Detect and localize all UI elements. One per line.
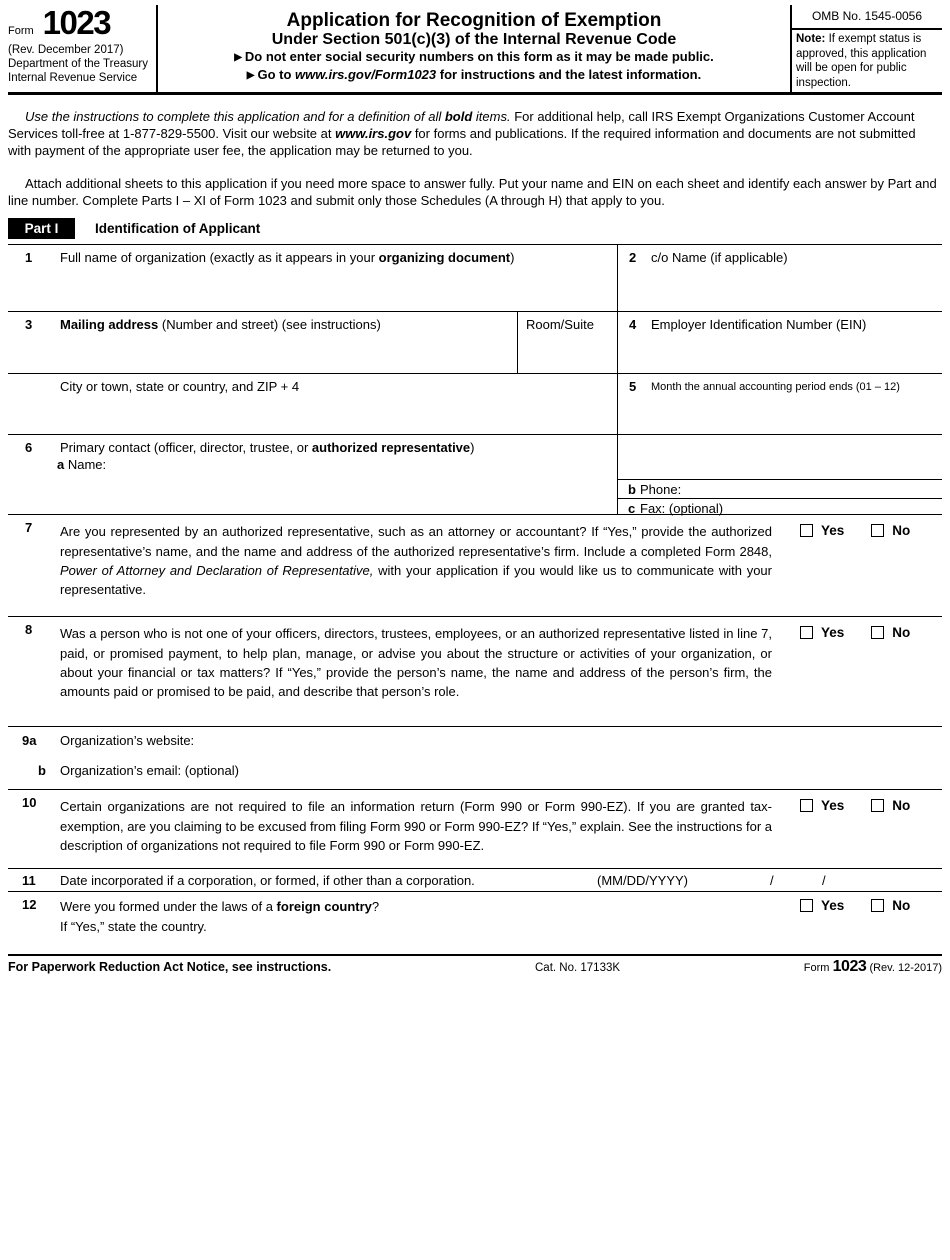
part1-header xyxy=(8,217,942,239)
line9a-label: Organization’s website: xyxy=(60,733,195,749)
field-co-name[interactable] xyxy=(617,245,942,311)
part1-title: Identification of Applicant xyxy=(95,220,261,236)
line6b-number: b xyxy=(628,482,636,498)
line7-no-checkbox[interactable] xyxy=(871,524,884,537)
line3-number: 3 xyxy=(25,317,33,333)
line1-number: 1 xyxy=(25,250,33,266)
line12-number: 12 xyxy=(22,897,37,913)
line9a-number: 9a xyxy=(22,733,37,749)
line2-label: c/o Name (if applicable) xyxy=(651,250,788,266)
date-format-hint: (MM/DD/YYYY) xyxy=(597,873,688,889)
form-revision: (Rev. December 2017) xyxy=(8,44,124,56)
row-line12 xyxy=(8,892,942,954)
line8-no-checkbox[interactable] xyxy=(871,626,884,639)
no-label: No xyxy=(892,523,911,539)
omb-number: OMB No. 1545-0056 xyxy=(792,5,942,30)
form-subtitle: Under Section 501(c)(3) of the Internal Revenue Code xyxy=(271,31,677,48)
line8-yes-no xyxy=(790,617,942,726)
line6c-number: c xyxy=(628,501,636,517)
form-id-block xyxy=(8,5,158,92)
row-line10 xyxy=(8,790,942,869)
line6c-label: Fax: (optional) xyxy=(640,501,724,517)
line6-label: Primary contact (officer, director, trustee, or authorized representative) xyxy=(60,440,475,456)
identification-table xyxy=(8,244,942,954)
row-line3-line4 xyxy=(8,312,942,374)
field-country[interactable]: If “Yes,” state the country. xyxy=(60,919,207,935)
line11-number: 11 xyxy=(22,873,36,889)
field-website[interactable] xyxy=(8,727,942,748)
row-line6 xyxy=(8,435,942,515)
line4-number: 4 xyxy=(629,317,637,333)
page-footer xyxy=(8,956,942,978)
line11-label: Date incorporated if a corporation, or formed, if other than a corporation. xyxy=(60,873,475,889)
form-title-block xyxy=(158,5,790,92)
line10-yes-no xyxy=(790,790,942,868)
line12-question: Were you formed under the laws of a foreign country? If “Yes,” state the country. xyxy=(60,892,790,954)
no-label: No xyxy=(892,798,911,814)
field-email[interactable] xyxy=(8,762,942,778)
row-city-line5 xyxy=(8,374,942,435)
field-primary-contact-name[interactable] xyxy=(8,435,617,514)
line10-question: Certain organizations are not required to file an information return (Form 990 or Form 990-EZ). If you are granted tax-exemption, are you claiming to be excused from filing Form 990 or Form 990-EZ? If “Yes,” explain. See the instructions for a description of organizations not required to file Form 990 or Form 990-EZ. xyxy=(60,799,772,853)
yes-label: Yes xyxy=(821,898,845,914)
row-line7 xyxy=(8,515,942,617)
field-mailing-address[interactable] xyxy=(8,312,517,373)
line8-question: Was a person who is not one of your officers, directors, trustees, employees, or an authorized representative listed in line 7, paid, or promised payment, to help plan, manage, or advise you about the structure or activities of your organization, or about your financial or tax matters? If “Yes,” provide the person’s name, the name and address of the person’s firm, the amounts paid or promised to be paid, and describe that person’s role. xyxy=(60,626,772,700)
irs-website: www.irs.gov xyxy=(335,126,412,142)
line7-yes-checkbox[interactable] xyxy=(800,524,813,537)
form-word: Form xyxy=(8,25,34,37)
agency-name-line2: Internal Revenue Service xyxy=(8,72,138,84)
intro-paragraph-1: Use the instructions to complete this application and for a definition of all bold items. For additional help, call IRS Exempt Organizations Customer Account Services toll-free at 1-877-829-5500. Visit our website at www.irs.gov for forms and publications. If the required information and documents are not submitted with payment of the appropriate user fee, the application may be returned to you. xyxy=(8,109,916,158)
field-room-suite[interactable] xyxy=(517,312,617,373)
line6-contact-right xyxy=(617,435,942,517)
row-line8 xyxy=(8,617,942,727)
line6a-label: a Name: xyxy=(57,457,107,473)
line12-no-checkbox[interactable] xyxy=(871,899,884,912)
row-line1-line2 xyxy=(8,245,942,312)
line8-number: 8 xyxy=(25,622,33,638)
line9b-label: Organization’s email: (optional) xyxy=(60,763,239,779)
intro-paragraph-2: Attach additional sheets to this application if you need more space to answer fully. Put your name and EIN on each sheet and identify each answer by Part and line number. Complete Parts I – XI of Form 1023 and submit only those Schedules (A through H) that apply to you. xyxy=(8,175,937,208)
form-header xyxy=(8,5,942,95)
catalog-number: Cat. No. 17133K xyxy=(535,962,621,975)
arrow-icon: ▶ xyxy=(246,69,255,81)
line10-yes-checkbox[interactable] xyxy=(800,799,813,812)
line5-number: 5 xyxy=(629,379,637,395)
line8-yes-checkbox[interactable] xyxy=(800,626,813,639)
agency-name-line1: Department of the Treasury xyxy=(8,58,148,70)
paperwork-notice: For Paperwork Reduction Act Notice, see instructions. xyxy=(8,960,332,975)
line6-number: 6 xyxy=(25,440,33,456)
line7-question: Are you represented by an authorized representative, such as an attorney or accountant? If “Yes,” provide the authorized representative’s name, and the name and address of the authorized representative’s firm. Include a completed Form 2848, Power of Attorney and Declaration of Representative, with your application if you would like us to communicate with your representative. xyxy=(60,524,772,598)
line12-yes-no xyxy=(790,892,942,954)
field-date-slash2[interactable]: / xyxy=(822,873,826,889)
line7-number: 7 xyxy=(25,520,33,536)
arrow-icon: ▶ xyxy=(234,52,242,63)
line6-right-spacer xyxy=(618,435,942,479)
field-fax[interactable] xyxy=(618,498,942,517)
line12-yes-checkbox[interactable] xyxy=(800,899,813,912)
field-date-slash1[interactable]: / xyxy=(770,873,774,889)
yes-label: Yes xyxy=(821,523,845,539)
field-accounting-month[interactable] xyxy=(617,374,942,434)
line6b-label: Phone: xyxy=(640,482,682,498)
no-label: No xyxy=(892,898,911,914)
field-phone[interactable] xyxy=(618,479,942,498)
part1-label: Part I xyxy=(8,218,75,239)
line7-yes-no xyxy=(790,515,942,616)
line1-label: Full name of organization (exactly as it appears in your organizing document) xyxy=(60,250,515,266)
field-full-name[interactable] xyxy=(8,245,617,311)
yes-label: Yes xyxy=(821,625,845,641)
city-label: City or town, state or country, and ZIP + 4 xyxy=(60,379,300,395)
form-number: 1023 xyxy=(42,4,111,41)
row-line11 xyxy=(8,869,942,892)
irs-url: www.irs.gov/Form1023 xyxy=(295,66,437,82)
no-label: No xyxy=(892,625,911,641)
public-inspection-note: Note: If exempt status is approved, this application will be open for public inspection. xyxy=(796,33,927,89)
line10-no-checkbox[interactable] xyxy=(871,799,884,812)
form-title: Application for Recognition of Exemption xyxy=(286,10,662,31)
field-city-state-zip[interactable] xyxy=(8,374,617,434)
ssn-warning: ▶ Do not enter social security numbers on this form as it may be made public. xyxy=(234,49,714,64)
row-line9 xyxy=(8,727,942,790)
line10-number: 10 xyxy=(22,795,37,811)
omb-block xyxy=(790,5,942,92)
line9b-number: b xyxy=(38,763,46,779)
line3-label: Mailing address (Number and street) (see instructions) xyxy=(60,317,381,333)
instructions-intro xyxy=(8,95,942,209)
footer-form-number: 1023 xyxy=(832,958,867,976)
field-ein[interactable] xyxy=(617,312,942,373)
goto-instructions: ▶ Go to www.irs.gov/Form1023 for instructions and the latest information. xyxy=(246,66,702,82)
footer-form-id: Form 1023 (Rev. 12-2017) xyxy=(803,958,942,976)
line4-label: Employer Identification Number (EIN) xyxy=(651,317,867,333)
room-suite-label: Room/Suite xyxy=(526,317,594,333)
yes-label: Yes xyxy=(821,798,845,814)
line2-number: 2 xyxy=(629,250,637,266)
line5-label: Month the annual accounting period ends (01 – 12) xyxy=(651,381,900,394)
